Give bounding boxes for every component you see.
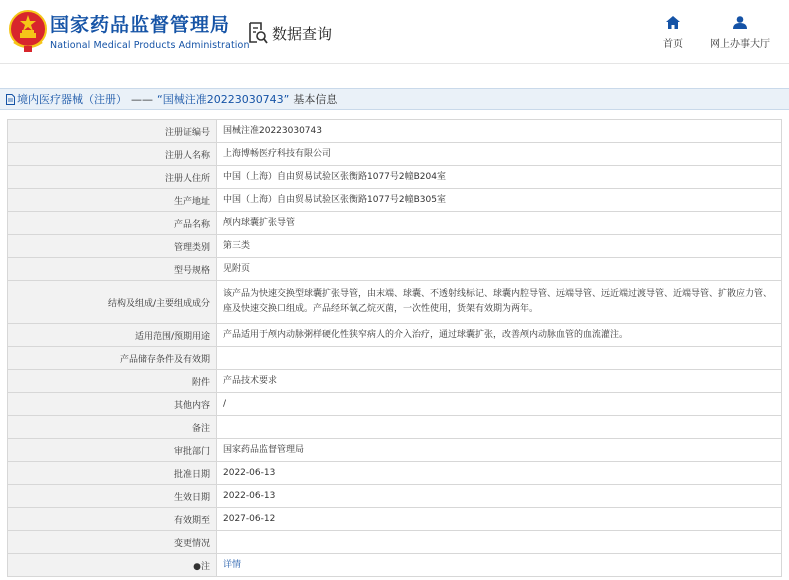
table-row bbox=[8, 531, 782, 554]
table-row bbox=[8, 166, 782, 189]
brand[interactable] bbox=[50, 13, 250, 51]
row-label: 管理类别 bbox=[8, 235, 217, 258]
row-value bbox=[217, 347, 782, 370]
data-query-label: 数据查询 bbox=[272, 24, 333, 43]
row-value: 国械注准20223030743 bbox=[217, 120, 782, 143]
row-label: 有效期至 bbox=[8, 508, 217, 531]
row-value: 产品适用于颅内动脉粥样硬化性狭窄病人的介入治疗，通过球囊扩张，改善颅内动脉血管的血流灌注。 bbox=[217, 324, 782, 347]
data-query-link[interactable] bbox=[248, 22, 332, 44]
nav-home[interactable] bbox=[660, 16, 686, 50]
brand-name-cn: 国家药品监督管理局 bbox=[50, 14, 231, 36]
row-value: 2022-06-13 bbox=[217, 462, 782, 485]
row-value: 第三类 bbox=[217, 235, 782, 258]
title-separator: —— bbox=[131, 92, 153, 106]
national-emblem-icon bbox=[8, 8, 48, 54]
row-label: 注册人住所 bbox=[8, 166, 217, 189]
registration-info-table bbox=[7, 119, 782, 577]
details-link[interactable]: 详情 bbox=[223, 559, 242, 570]
row-label: 变更情况 bbox=[8, 531, 217, 554]
table-row bbox=[8, 508, 782, 531]
table-row bbox=[8, 324, 782, 347]
table-row bbox=[8, 462, 782, 485]
star-icon: ● bbox=[193, 561, 201, 572]
row-value: 中国（上海）自由贸易试验区张衡路1077号2幢B305室 bbox=[217, 189, 782, 212]
brand-name-en: National Medical Products Administration bbox=[50, 40, 250, 51]
nav-online-service-hall[interactable] bbox=[708, 16, 772, 50]
row-label: 适用范围/预期用途 bbox=[8, 324, 217, 347]
row-label: 注册证编号 bbox=[8, 120, 217, 143]
nav-online-service-hall-label: 网上办事大厅 bbox=[710, 39, 770, 50]
row-value bbox=[217, 554, 782, 577]
row-label: 型号规格 bbox=[8, 258, 217, 281]
document-search-icon bbox=[248, 22, 268, 44]
site-header bbox=[0, 0, 789, 64]
table-row bbox=[8, 347, 782, 370]
row-value: 该产品为快速交换型球囊扩张导管，由末端、球囊、不透射线标记、球囊内腔导管、远端导管、远近端过渡导管、近端导管、扩散应力管、座及快速交换口组成。产品经环氧乙烷灭菌，一次性使用，货架有效期为两年。 bbox=[217, 281, 782, 324]
nav-home-label: 首页 bbox=[663, 39, 683, 50]
row-value: 上海博畅医疗科技有限公司 bbox=[217, 143, 782, 166]
row-label: 附件 bbox=[8, 370, 217, 393]
table-row bbox=[8, 258, 782, 281]
row-value: 产品技术要求 bbox=[217, 370, 782, 393]
table-row bbox=[8, 281, 782, 324]
row-value: 国家药品监督管理局 bbox=[217, 439, 782, 462]
table-row bbox=[8, 189, 782, 212]
row-value bbox=[217, 416, 782, 439]
table-row bbox=[8, 143, 782, 166]
title-registration-number: “国械注准20223030743” bbox=[157, 93, 290, 106]
record-title-bar bbox=[0, 88, 789, 110]
row-label: 结构及组成/主要组成成分 bbox=[8, 281, 217, 324]
user-icon bbox=[733, 16, 747, 29]
row-value: 颅内球囊扩张导管 bbox=[217, 212, 782, 235]
table-row bbox=[8, 212, 782, 235]
row-label bbox=[8, 554, 217, 577]
row-value: 见附页 bbox=[217, 258, 782, 281]
row-label: 生产地址 bbox=[8, 189, 217, 212]
table-row bbox=[8, 235, 782, 258]
row-value: / bbox=[217, 393, 782, 416]
table-row bbox=[8, 554, 782, 577]
table-row bbox=[8, 485, 782, 508]
home-icon bbox=[666, 16, 680, 29]
row-value: 中国（上海）自由贸易试验区张衡路1077号2幢B204室 bbox=[217, 166, 782, 189]
table-row bbox=[8, 393, 782, 416]
row-value: 2027-06-12 bbox=[217, 508, 782, 531]
table-row bbox=[8, 416, 782, 439]
row-label: 产品储存条件及有效期 bbox=[8, 347, 217, 370]
row-label-text: 注 bbox=[200, 561, 210, 572]
row-value bbox=[217, 531, 782, 554]
row-label: 审批部门 bbox=[8, 439, 217, 462]
table-row bbox=[8, 370, 782, 393]
title-suffix: 基本信息 bbox=[293, 93, 338, 106]
row-label: 生效日期 bbox=[8, 485, 217, 508]
title-category: 境内医疗器械（注册） bbox=[17, 93, 127, 106]
row-label: 注册人名称 bbox=[8, 143, 217, 166]
table-row bbox=[8, 439, 782, 462]
row-value: 2022-06-13 bbox=[217, 485, 782, 508]
row-label: 备注 bbox=[8, 416, 217, 439]
row-label: 产品名称 bbox=[8, 212, 217, 235]
document-icon bbox=[6, 94, 15, 105]
table-row bbox=[8, 120, 782, 143]
row-label: 批准日期 bbox=[8, 462, 217, 485]
row-label: 其他内容 bbox=[8, 393, 217, 416]
